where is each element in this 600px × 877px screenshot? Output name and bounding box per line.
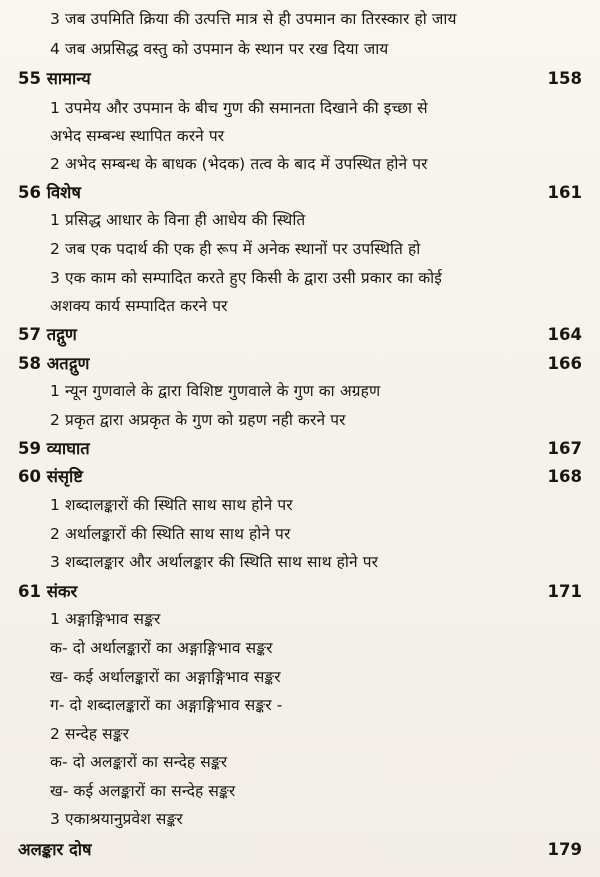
toc-heading-61: 61 संकर xyxy=(18,582,78,601)
toc-heading-56: 56 विशेष xyxy=(18,183,81,202)
page-number-60: 168 xyxy=(547,467,582,486)
toc-subitem: 3 एक काम को सम्पादित करते हुए किसी के द्वारा उसी प्रकार का कोई xyxy=(50,269,443,287)
page-number-58: 166 xyxy=(547,354,582,373)
toc-subitem: 1 अङ्गाङ्गिभाव सङ्कर xyxy=(50,610,161,628)
toc-subitem: 2 सन्देह सङ्कर xyxy=(50,725,130,743)
toc-subitem: क- दो अलङ्कारों का सन्देह सङ्कर xyxy=(50,753,228,771)
toc-subitem: 1 न्यून गुणवाले के द्वारा विशिष्ट गुणवाले के गुण का अग्रहण xyxy=(50,382,381,400)
page-number-57: 164 xyxy=(547,325,582,344)
toc-subitem: 3 शब्दालङ्कार और अर्थालङ्कार की स्थिति साथ साथ होने पर xyxy=(50,553,379,571)
toc-subitem: ग- दो शब्दालङ्कारों का अङ्गाङ्गिभाव सङ्कर - xyxy=(50,696,283,714)
toc-heading-57: 57 तद्गुण xyxy=(18,325,77,344)
toc-subitem: 2 प्रकृत द्वारा अप्रकृत के गुण को ग्रहण नही करने पर xyxy=(50,411,346,429)
page-number-61: 171 xyxy=(547,582,582,601)
toc-subitem: 2 अर्थालङ्कारों की स्थिति साथ साथ होने पर xyxy=(50,525,291,543)
page-number-55: 158 xyxy=(547,69,582,88)
toc-subitem: 3 एकाश्रयानुप्रवेश सङ्कर xyxy=(50,810,183,828)
page-number-56: 161 xyxy=(547,183,582,202)
toc-subitem: अशक्य कार्य सम्पादित करने पर xyxy=(50,297,228,315)
toc-subitem: 3 जब उपमिति क्रिया की उत्पत्ति मात्र से ही उपमान का तिरस्कार हो जाय xyxy=(50,10,457,28)
toc-heading-alankar-dosh: अलङ्कार दोष xyxy=(18,840,92,859)
toc-heading-58: 58 अतद्गुण xyxy=(18,354,90,373)
page-number-alankar-dosh: 179 xyxy=(547,840,582,859)
toc-subitem: 1 शब्दालङ्कारों की स्थिति साथ साथ होने पर xyxy=(50,496,293,514)
toc-heading-55: 55 सामान्य xyxy=(18,69,91,88)
toc-subitem: 2 अभेद सम्बन्ध के बाधक (भेदक) तत्व के बाद में उपस्थित होने पर xyxy=(50,155,428,173)
toc-subitem: क- दो अर्थालङ्कारों का अङ्गाङ्गिभाव सङ्कर xyxy=(50,639,273,657)
page-number-59: 167 xyxy=(547,439,582,458)
toc-subitem: ख- कई अर्थालङ्कारों का अङ्गाङ्गिभाव सङ्कर xyxy=(50,668,281,686)
toc-subitem: 4 जब अप्रसिद्ध वस्तु को उपमान के स्थान पर रख दिया जाय xyxy=(50,40,389,58)
toc-heading-60: 60 संसृष्टि xyxy=(18,467,83,486)
toc-subitem: 2 जब एक पदार्थ की एक ही रूप में अनेक स्थानों पर उपस्थिति हो xyxy=(50,240,421,258)
toc-subitem: अभेद सम्बन्ध स्थापित करने पर xyxy=(50,127,225,145)
toc-heading-59: 59 व्याघात xyxy=(18,439,90,458)
toc-subitem: 1 उपमेय और उपमान के बीच गुण की समानता दिखाने की इच्छा से xyxy=(50,99,428,117)
toc-subitem: ख- कई अलङ्कारों का सन्देह सङ्कर xyxy=(50,782,236,800)
toc-subitem: 1 प्रसिद्ध आधार के विना ही आधेय की स्थिति xyxy=(50,211,306,229)
